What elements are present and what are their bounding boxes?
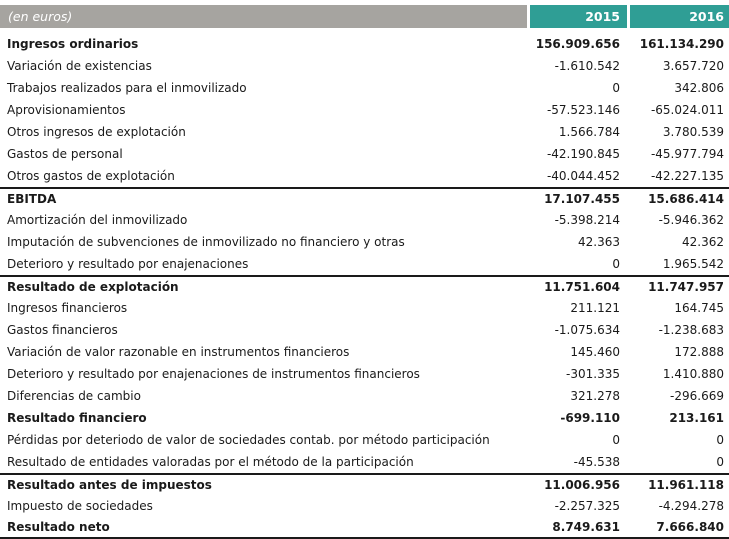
row-label: Resultado neto <box>7 520 110 534</box>
row-value-2016: 42.362 <box>682 235 724 249</box>
row-value-2016: 15.686.414 <box>648 192 724 206</box>
table-header-row <box>0 5 729 28</box>
row-value-2015: 0 <box>612 81 620 95</box>
row-value-2016: -65.024.011 <box>650 103 724 117</box>
row-value-2015: 0 <box>612 433 620 447</box>
row-label: Diferencias de cambio <box>7 389 141 403</box>
row-label: Ingresos ordinarios <box>7 37 139 51</box>
table-row <box>0 165 729 187</box>
table-row <box>0 33 729 55</box>
row-label: Otros ingresos de explotación <box>7 125 186 139</box>
row-value-2015: -5.398.214 <box>554 213 620 227</box>
row-value-2016: 1.965.542 <box>662 257 724 271</box>
table-row <box>0 231 729 253</box>
table-row <box>0 495 729 517</box>
row-value-2016: -296.669 <box>670 389 724 403</box>
row-value-2016: -42.227.135 <box>650 169 724 183</box>
row-value-2016: -45.977.794 <box>650 147 724 161</box>
table-row <box>0 451 729 473</box>
row-label: Amortización del inmovilizado <box>7 213 188 227</box>
table-body <box>0 33 729 539</box>
row-value-2016: 3.780.539 <box>662 125 724 139</box>
header-units-label: (en euros) <box>0 5 527 28</box>
row-value-2016: 213.161 <box>669 411 724 425</box>
row-value-2015: 0 <box>612 257 620 271</box>
row-label: Resultado antes de impuestos <box>7 478 212 492</box>
row-label: Deterioro y resultado por enajenaciones <box>7 257 249 271</box>
table-row <box>0 385 729 407</box>
row-value-2015: 321.278 <box>570 389 620 403</box>
row-label: Trabajos realizados para el inmovilizado <box>7 81 247 95</box>
row-label: Aprovisionamientos <box>7 103 126 117</box>
row-value-2015: -42.190.845 <box>546 147 620 161</box>
row-label: Otros gastos de explotación <box>7 169 175 183</box>
row-label: Resultado de explotación <box>7 280 179 294</box>
row-value-2016: 3.657.720 <box>662 59 724 73</box>
row-label: Resultado de entidades valoradas por el método de la participación <box>7 455 414 469</box>
row-value-2016: 172.888 <box>674 345 724 359</box>
table-row <box>0 275 729 297</box>
row-value-2015: 8.749.631 <box>552 520 620 534</box>
row-value-2016: -4.294.278 <box>658 499 724 513</box>
row-label: EBITDA <box>7 192 57 206</box>
row-value-2016: 164.745 <box>674 301 724 315</box>
row-value-2015: -40.044.452 <box>546 169 620 183</box>
row-value-2016: 0 <box>716 455 724 469</box>
table-row <box>0 517 729 539</box>
table-row <box>0 55 729 77</box>
row-label: Variación de valor razonable en instrumentos financieros <box>7 345 350 359</box>
row-value-2015: -301.335 <box>566 367 620 381</box>
row-value-2015: 42.363 <box>578 235 620 249</box>
row-value-2015: -57.523.146 <box>546 103 620 117</box>
row-label: Pérdidas por deteriodo de valor de sociedades contab. por método participación <box>7 433 490 447</box>
row-value-2016: 342.806 <box>674 81 724 95</box>
row-label: Ingresos financieros <box>7 301 128 315</box>
row-value-2016: 7.666.840 <box>656 520 724 534</box>
row-value-2015: 11.006.956 <box>544 478 620 492</box>
row-value-2015: -45.538 <box>573 455 620 469</box>
table-row <box>0 473 729 495</box>
row-value-2016: -1.238.683 <box>658 323 724 337</box>
row-value-2015: -2.257.325 <box>554 499 620 513</box>
header-column-2015: 2015 <box>530 5 627 28</box>
row-label: Gastos de personal <box>7 147 123 161</box>
row-value-2016: 11.747.957 <box>648 280 724 294</box>
row-value-2015: -1.610.542 <box>554 59 620 73</box>
row-label: Resultado financiero <box>7 411 147 425</box>
table-row <box>0 187 729 209</box>
row-label: Variación de existencias <box>7 59 152 73</box>
row-value-2015: 17.107.455 <box>544 192 620 206</box>
table-row <box>0 297 729 319</box>
table-row <box>0 407 729 429</box>
table-row <box>0 341 729 363</box>
row-value-2016: -5.946.362 <box>658 213 724 227</box>
row-value-2016: 161.134.290 <box>639 37 724 51</box>
table-row <box>0 77 729 99</box>
row-value-2015: 11.751.604 <box>544 280 620 294</box>
row-value-2016: 1.410.880 <box>662 367 724 381</box>
table-row <box>0 209 729 231</box>
header-column-2016: 2016 <box>630 5 729 28</box>
row-value-2015: 156.909.656 <box>535 37 620 51</box>
row-value-2015: -699.110 <box>560 411 620 425</box>
row-label: Gastos financieros <box>7 323 118 337</box>
row-value-2016: 11.961.118 <box>648 478 724 492</box>
row-label: Deterioro y resultado por enajenaciones de instrumentos financieros <box>7 367 420 381</box>
row-label: Impuesto de sociedades <box>7 499 153 513</box>
table-row <box>0 143 729 165</box>
row-value-2015: -1.075.634 <box>554 323 620 337</box>
table-row <box>0 363 729 385</box>
table-row <box>0 121 729 143</box>
row-value-2015: 1.566.784 <box>558 125 620 139</box>
table-row <box>0 429 729 451</box>
table-row <box>0 319 729 341</box>
row-value-2015: 211.121 <box>570 301 620 315</box>
row-value-2016: 0 <box>716 433 724 447</box>
table-row <box>0 99 729 121</box>
row-value-2015: 145.460 <box>570 345 620 359</box>
table-row <box>0 253 729 275</box>
row-label: Imputación de subvenciones de inmovilizado no financiero y otras <box>7 235 405 249</box>
